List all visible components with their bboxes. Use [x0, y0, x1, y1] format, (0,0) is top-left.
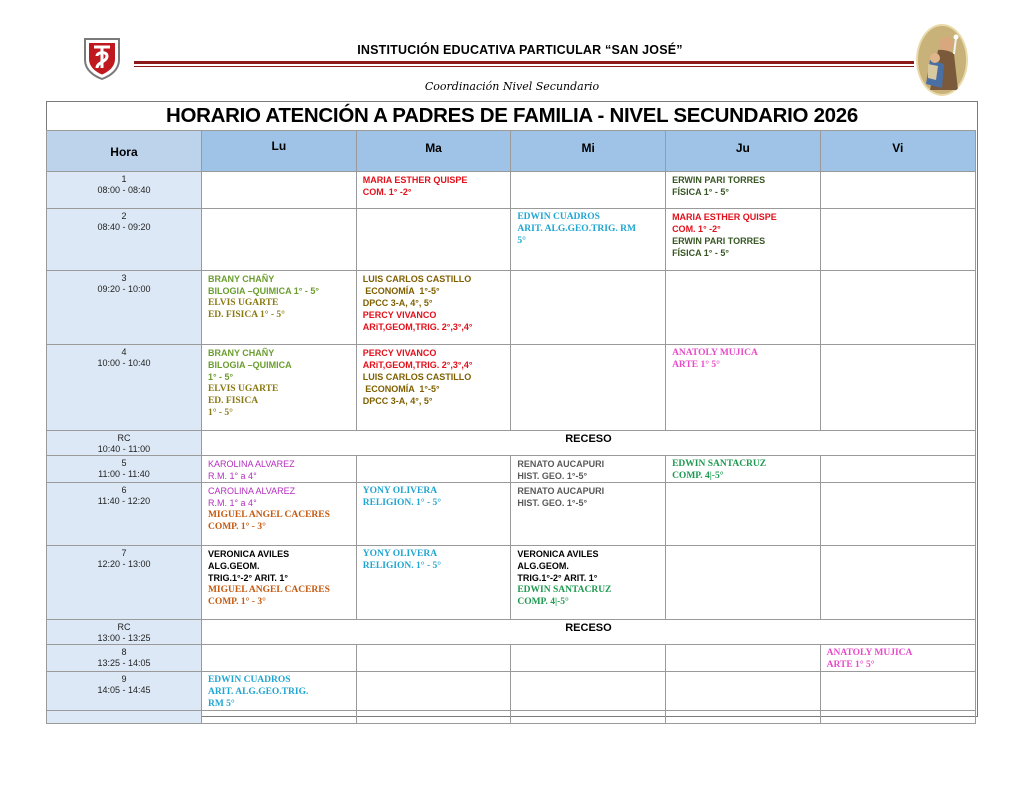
teacher-entry: [208, 548, 350, 584]
slot-number: RC: [117, 622, 131, 632]
subject-line: ALG.GEOM.: [207, 561, 260, 571]
teacher-entry: [827, 647, 969, 671]
subject-line: COMP. 1° - 3°: [207, 522, 266, 532]
column-header-hora: Hora: [47, 131, 202, 172]
subject-line: COMP. 4|-5°: [517, 597, 569, 607]
subject-line: HIST. GEO. 1°-5°: [517, 498, 588, 508]
subject-line: ARiT,GEOM,TRIG. 2°,3°,4°: [362, 360, 473, 370]
schedule-cell: [820, 172, 975, 209]
subject-line: ARIT. ALG.GEO.TRIG. RM: [517, 224, 636, 234]
schedule-cell: [511, 711, 666, 724]
recess-cell: RECESO: [201, 620, 975, 645]
slot-time: 10:40 - 11:00: [97, 444, 151, 454]
schedule-cell: [666, 209, 821, 271]
institution-name: INSTITUCIÓN EDUCATIVA PARTICULAR “SAN JOSÉ”: [357, 43, 683, 57]
table-row: [47, 172, 976, 209]
schedule-cell: [511, 645, 666, 672]
subject-line: ARTE 1° 5°: [672, 360, 720, 370]
subject-line: FÍSICA 1° - 5°: [672, 248, 729, 258]
school-crest-icon: [82, 36, 122, 80]
column-header-vi: Vi: [820, 131, 975, 172]
column-header-lu: Lu: [201, 131, 356, 172]
subject-line: ED. FISICA: [207, 396, 259, 406]
slot-number: 6: [121, 485, 127, 495]
subject-line: COM. 1° -2°: [672, 224, 721, 234]
schedule-cell: [666, 456, 821, 483]
teacher-entry: [208, 347, 350, 383]
table-row: [47, 711, 976, 724]
teacher-name: MIGUEL ANGEL CACERES: [207, 510, 330, 520]
schedule-cell: [511, 345, 666, 431]
subject-line: RELIGION. 1° - 5°: [362, 498, 442, 508]
teacher-entry: [208, 273, 350, 297]
slot-time: 11:00 - 11:40: [98, 469, 150, 479]
teacher-name: CAROLINA ALVAREZ: [207, 486, 296, 496]
teacher-entry: [517, 584, 659, 608]
column-header-ju: Ju: [666, 131, 821, 172]
schedule-cell: [511, 672, 666, 711]
teacher-entry: [672, 458, 814, 482]
subject-line: ALG.GEOM.: [517, 561, 569, 571]
slot-time: 13:00 - 13:25: [97, 633, 151, 643]
schedule-cell: [201, 456, 356, 483]
recess-cell: RECESO: [201, 431, 975, 456]
teacher-name: ELVIS UGARTE: [207, 298, 279, 308]
schedule-cell: [820, 645, 975, 672]
slot-number: 4: [121, 347, 127, 357]
teacher-entry: [208, 674, 350, 710]
schedule-sheet: [46, 101, 978, 717]
schedule-cell: [666, 672, 821, 711]
teacher-name: RENATO AUCAPURI: [517, 459, 605, 469]
teacher-entry: [208, 297, 350, 321]
slot-time: 11:40 - 12:20: [97, 496, 151, 506]
schedule-cell: [666, 345, 821, 431]
time-slot-cell: [47, 645, 202, 672]
table-row: [47, 620, 976, 645]
subject-line: ECONOMÍA 1°-5°: [362, 286, 440, 296]
header-row: [47, 131, 976, 172]
schedule-cell: [820, 672, 975, 711]
schedule-cell: [511, 546, 666, 620]
schedule-cell: [356, 172, 511, 209]
subject-line: ARIT. ALG.GEO.TRIG.: [207, 687, 309, 697]
schedule-cell: [666, 645, 821, 672]
time-slot-cell: [47, 271, 202, 345]
schedule-cell: [356, 456, 511, 483]
schedule-cell: [201, 271, 356, 345]
schedule-cell: [201, 172, 356, 209]
subject-line: ED. FISICA 1° - 5°: [207, 310, 285, 320]
subject-line: RELIGION. 1° - 5°: [362, 561, 442, 571]
schedule-cell: [356, 345, 511, 431]
schedule-cell: [201, 711, 356, 724]
teacher-name: VERONICA AVILES: [207, 549, 290, 559]
schedule-cell: [201, 672, 356, 711]
time-slot-cell: [47, 483, 202, 546]
teacher-entry: [672, 174, 814, 198]
schedule-cell: [356, 711, 511, 724]
schedule-cell: [356, 271, 511, 345]
teacher-name: LUIS CARLOS CASTILLO: [362, 372, 472, 382]
teacher-name: RENATO AUCAPURI: [517, 486, 605, 496]
teacher-name: MIGUEL ANGEL CACERES: [207, 585, 330, 595]
teacher-entry: [363, 548, 505, 572]
time-slot-cell: [47, 456, 202, 483]
time-slot-cell: [47, 345, 202, 431]
schedule-cell: [511, 483, 666, 546]
schedule-cell: [356, 672, 511, 711]
time-slot-cell: [47, 672, 202, 711]
teacher-entry: [363, 309, 505, 333]
teacher-name: MARIA ESTHER QUISPE: [672, 212, 777, 222]
teacher-entry: [517, 458, 659, 482]
table-row: [47, 546, 976, 620]
teacher-name: ERWIN PARI TORRES: [672, 236, 766, 246]
teacher-name: YONY OLIVERA: [362, 486, 438, 496]
schedule-cell: [511, 209, 666, 271]
schedule-cell: [201, 345, 356, 431]
schedule-cell: [356, 546, 511, 620]
slot-time: 13:25 - 14:05: [97, 658, 151, 668]
slot-number: 8: [121, 647, 127, 657]
teacher-entry: [672, 347, 814, 371]
teacher-name: EDWIN SANTACRUZ: [517, 585, 612, 595]
column-header-mi: Mi: [511, 131, 666, 172]
teacher-name: PERCY VIVANCO: [362, 310, 437, 320]
subject-line: BILOGIA –QUIMICA: [207, 360, 292, 370]
schedule-cell: [820, 271, 975, 345]
subject-line: HIST. GEO. 1°-5°: [517, 471, 588, 481]
header-rule: [134, 61, 914, 64]
schedule-cell: [666, 546, 821, 620]
subject-line: FÍSICA 1° - 5°: [672, 187, 729, 197]
schedule-table: [46, 130, 976, 724]
subject-line: COM. 1° -2°: [362, 187, 412, 197]
teacher-name: MARIA ESTHER QUISPE: [362, 175, 468, 185]
slot-number: 9: [121, 674, 127, 684]
slot-number: 5: [121, 458, 127, 468]
teacher-entry: [208, 485, 350, 509]
subject-line: ARiT,GEOM,TRIG. 2°,3°,4°: [362, 322, 473, 332]
teacher-name: LUIS CARLOS CASTILLO: [362, 274, 472, 284]
column-header-ma: Ma: [356, 131, 511, 172]
teacher-name: ERWIN PARI TORRES: [672, 175, 766, 185]
time-slot-cell: [47, 620, 202, 645]
schedule-cell: [820, 209, 975, 271]
slot-time: 14:05 - 14:45: [97, 685, 151, 695]
schedule-cell: [201, 645, 356, 672]
schedule-cell: [820, 711, 975, 724]
teacher-name: ANATOLY MUJICA: [672, 348, 758, 358]
slot-time: 12:20 - 13:00: [97, 559, 151, 569]
subject-line: 5°: [517, 236, 526, 246]
teacher-entry: [208, 509, 350, 533]
teacher-name: ANATOLY MUJICA: [826, 648, 913, 658]
teacher-name: KAROLINA ALVAREZ: [207, 459, 295, 469]
subject-line: ARTE 1° 5°: [826, 660, 875, 670]
teacher-name: EDWIN SANTACRUZ: [672, 459, 767, 469]
coordination-subtitle: Coordinación Nivel Secundario: [424, 80, 600, 93]
teacher-name: ELVIS UGARTE: [207, 384, 279, 394]
schedule-cell: [666, 483, 821, 546]
subject-line: 1° - 5°: [207, 372, 234, 382]
slot-number: 2: [121, 211, 127, 221]
subject-line: COMP. 4|-5°: [672, 471, 724, 481]
schedule-cell: [201, 546, 356, 620]
time-slot-cell: [47, 546, 202, 620]
schedule-cell: [356, 645, 511, 672]
schedule-cell: [666, 711, 821, 724]
teacher-entry: [672, 235, 814, 259]
teacher-entry: [363, 273, 505, 309]
table-row: [47, 483, 976, 546]
time-slot-cell: [47, 711, 202, 724]
teacher-name: YONY OLIVERA: [362, 549, 438, 559]
teacher-entry: [363, 371, 505, 407]
table-row: [47, 431, 976, 456]
slot-number: RC: [117, 433, 131, 443]
teacher-name: PERCY VIVANCO: [362, 348, 437, 358]
time-slot-cell: [47, 431, 202, 456]
teacher-entry: [672, 211, 814, 235]
table-row: [47, 345, 976, 431]
table-row: [47, 209, 976, 271]
slot-time: 09:20 - 10:00: [97, 284, 151, 294]
schedule-cell: [201, 209, 356, 271]
table-row: [47, 672, 976, 711]
header-rule-thin: [134, 66, 914, 67]
subject-line: DPCC 3-A, 4°, 5°: [362, 396, 433, 406]
schedule-cell: [820, 456, 975, 483]
schedule-cell: [820, 546, 975, 620]
slot-number: 3: [121, 273, 127, 283]
schedule-cell: [356, 209, 511, 271]
subject-line: R.M. 1° a 4°: [207, 471, 257, 481]
teacher-entry: [363, 174, 505, 198]
teacher-entry: [363, 347, 505, 371]
schedule-cell: [820, 483, 975, 546]
schedule-cell: [511, 271, 666, 345]
teacher-entry: [208, 383, 350, 419]
slot-time: 08:00 - 08:40: [97, 185, 151, 195]
subject-line: R.M. 1° a 4°: [207, 498, 257, 508]
schedule-cell: [511, 172, 666, 209]
subject-line: DPCC 3-A, 4°, 5°: [362, 298, 433, 308]
slot-time: 10:00 - 10:40: [97, 358, 151, 368]
teacher-entry: [517, 548, 659, 584]
table-row: [47, 271, 976, 345]
schedule-cell: [666, 271, 821, 345]
slot-time: 08:40 - 09:20: [97, 222, 151, 232]
teacher-name: EDWIN CUADROS: [517, 212, 600, 222]
subject-line: ECONOMÍA 1°-5°: [362, 384, 440, 394]
slot-number: 1: [121, 174, 127, 184]
subject-line: BILOGIA –QUIMICA 1° - 5°: [207, 286, 319, 296]
subject-line: RM 5°: [207, 699, 235, 709]
teacher-name: EDWIN CUADROS: [207, 675, 291, 685]
teacher-entry: [208, 584, 350, 608]
slot-number: 7: [121, 548, 127, 558]
teacher-name: BRANY CHAÑY: [207, 348, 275, 358]
schedule-cell: [820, 345, 975, 431]
table-row: [47, 645, 976, 672]
schedule-cell: [666, 172, 821, 209]
time-slot-cell: [47, 209, 202, 271]
teacher-name: BRANY CHAÑY: [207, 274, 275, 284]
schedule-cell: [201, 483, 356, 546]
subject-line: COMP. 1° - 3°: [207, 597, 266, 607]
subject-line: 1° - 5°: [207, 408, 233, 418]
page-title: HORARIO ATENCIÓN A PADRES DE FAMILIA - NIVEL SECUNDARIO 2026: [166, 104, 858, 127]
teacher-entry: [363, 485, 505, 509]
teacher-entry: [208, 458, 350, 482]
teacher-name: VERONICA AVILES: [517, 549, 599, 559]
teacher-entry: [517, 485, 659, 509]
schedule-cell: [511, 456, 666, 483]
schedule-cell: [356, 483, 511, 546]
subject-line: TRIG.1°-2° ARIT. 1°: [517, 573, 598, 583]
subject-line: TRIG.1°-2° ARIT. 1°: [207, 573, 288, 583]
table-row: [47, 456, 976, 483]
time-slot-cell: [47, 172, 202, 209]
teacher-entry: [517, 211, 659, 247]
